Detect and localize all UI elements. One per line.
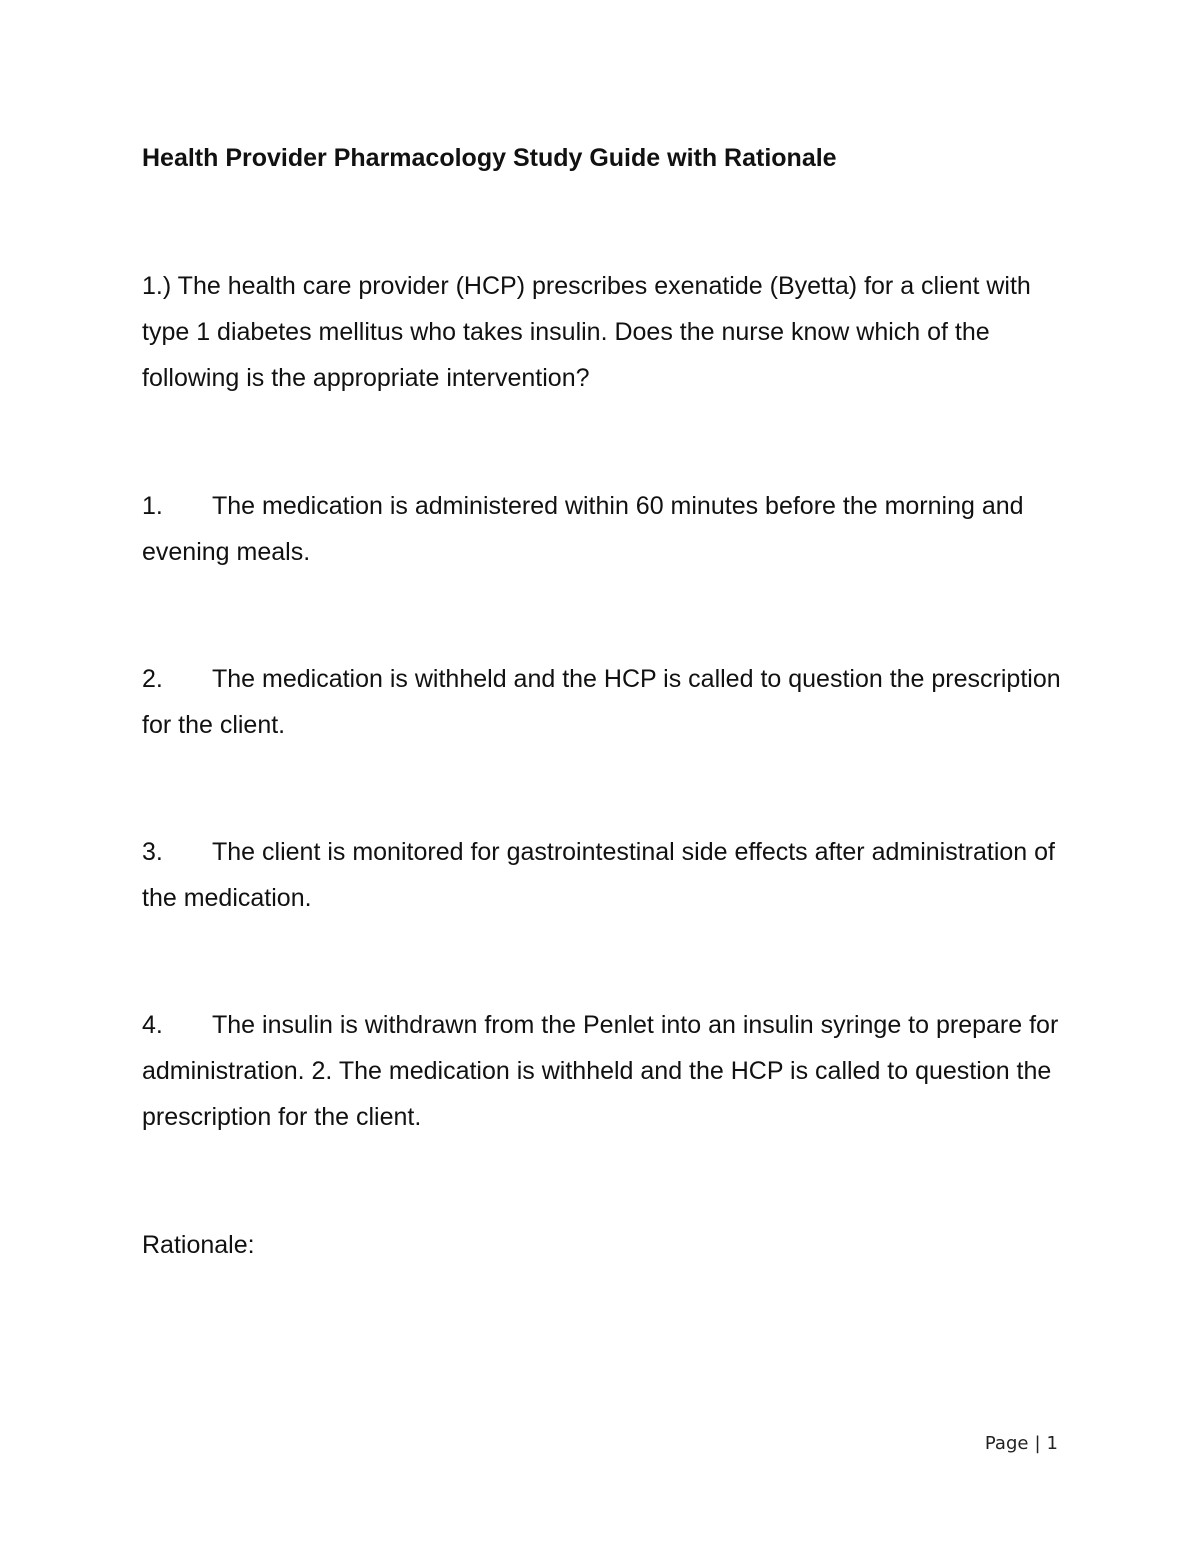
document-title: Health Provider Pharmacology Study Guide with Rationale (142, 144, 837, 172)
option-text: The medication is withheld and the HCP is called to question the prescription for the client. (142, 665, 1061, 739)
question-text: 1.) The health care provider (HCP) prescribes exenatide (Byetta) for a client with type 1 diabetes mellitus who takes insulin. Does the nurse know which of the following is the appropriate intervention? (142, 272, 1031, 392)
page-label: Page (984, 1433, 1029, 1454)
page-separator: | (1034, 1433, 1041, 1454)
option-1 (142, 483, 1082, 575)
option-3 (142, 829, 1082, 921)
option-text: The insulin is withdrawn from the Penlet into an insulin syringe to prepare for administration. 2. The medication is withheld and the HCP is called to question the prescription for the client. (142, 1011, 1059, 1131)
option-number: 4. (142, 1011, 163, 1039)
rationale-label: Rationale: (142, 1231, 255, 1259)
option-number: 2. (142, 665, 163, 693)
option-2 (142, 656, 1082, 748)
option-text: The client is monitored for gastrointestinal side effects after administration of the medication. (142, 838, 1056, 912)
option-text: The medication is administered within 60 minutes before the morning and evening meals. (142, 492, 1024, 566)
page-number: 1 (1046, 1433, 1058, 1454)
option-number: 3. (142, 838, 163, 866)
option-number: 1. (142, 492, 163, 520)
page-footer (985, 1432, 1058, 1456)
option-4 (142, 1002, 1082, 1140)
